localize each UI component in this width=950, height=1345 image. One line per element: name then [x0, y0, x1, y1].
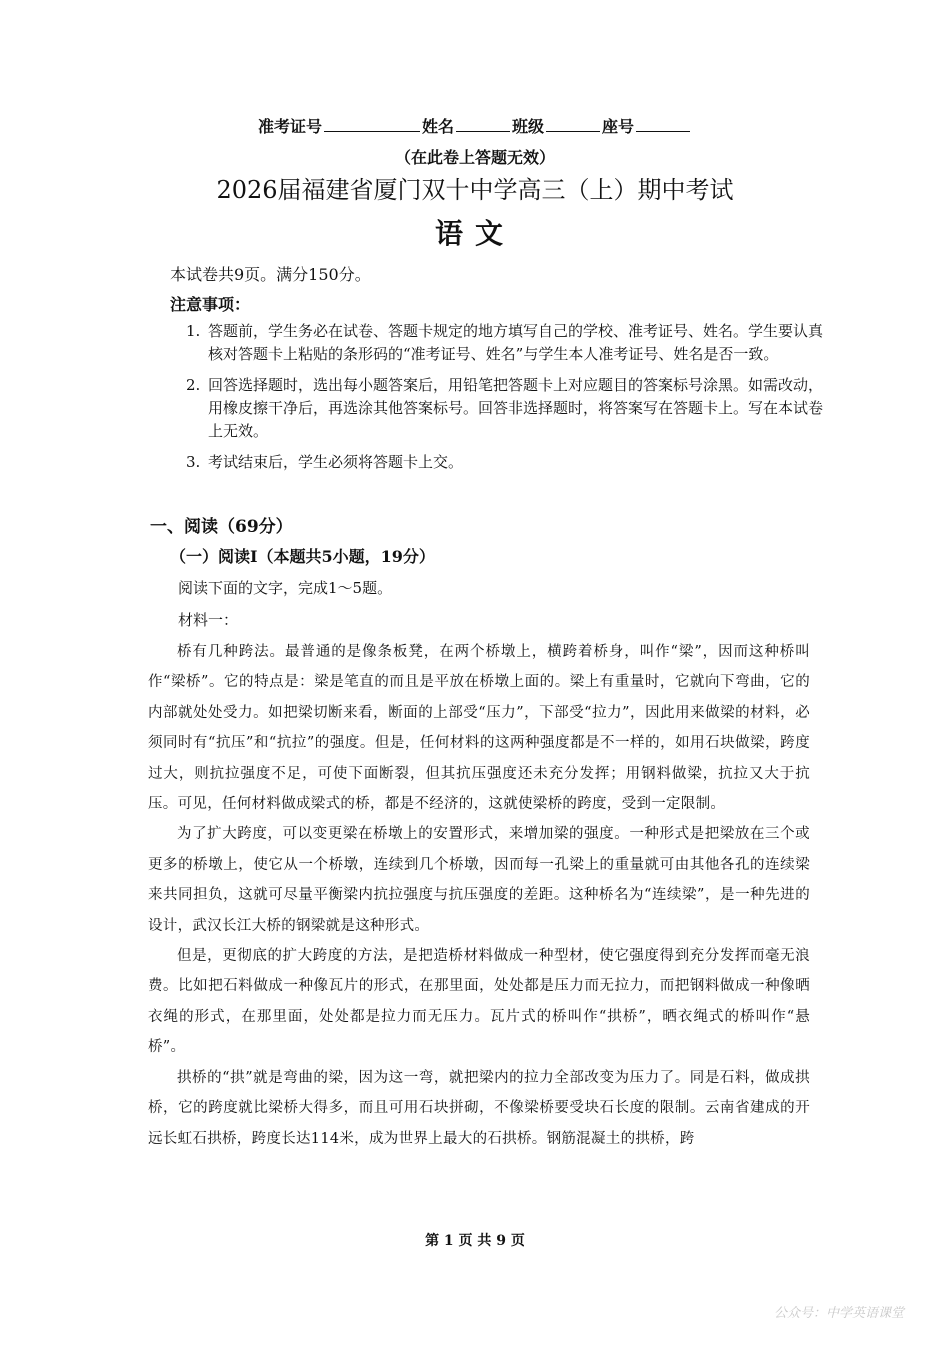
subject-title: 语文: [434, 217, 515, 250]
passage-paragraph: 为了扩大跨度，可以变更梁在桥墩上的安置形式，来增加梁的强度。一种形式是把梁放在三个或更多的桥墩上，使它从一个桥墩，连续到几个桥墩，因而每一孔梁上的重量就可由其他各孔的连续梁来共同担负，这就可尽量平衡梁内抗拉强度与抗压强度的差距。这种桥名为“连续梁”，是一种先进的设计，武汉长江大桥的钢梁就是这种形式。: [148, 826, 810, 934]
notice-item: [186, 374, 826, 443]
passage-paragraph: 拱桥的“拱”就是弯曲的梁，因为这一弯，就把梁内的拉力全部改变为压力了。同是石料，做成拱桥，它的跨度就比梁桥大得多，而且可用石块拼砌，不像梁桥要受块石长度的限制。云南省建成的开远长虹石拱桥，跨度长达114米，成为世界上最大的石拱桥。钢筋混凝土的拱桥，跨: [148, 1069, 810, 1147]
seat-blank[interactable]: [636, 117, 690, 132]
notice-list: [186, 320, 826, 482]
passage-paragraph: 但是，更彻底的扩大跨度的方法，是把造桥材料做成一种型材，使它强度得到充分发挥而毫无浪费。比如把石料做成一种像瓦片的形式，在那里面，处处都是压力而无拉力，而把钢料做成一种像晒衣绳的形式，在那里面，处处都是拉力而无压力。瓦片式的桥叫作“拱桥”，晒衣绳式的桥叫作“悬桥”。: [148, 948, 810, 1056]
name-label: 姓名: [421, 117, 454, 136]
class-label: 班级: [512, 117, 545, 136]
candidate-info-line: [0, 114, 950, 137]
reading-passage: [148, 637, 810, 1154]
exam-id-label: 准考证号: [257, 117, 322, 136]
invalid-answer-note: （在此卷上答题无效）: [394, 148, 555, 167]
passage-paragraph: 桥有几种跨法。最普通的是像条板凳，在两个桥墩上，横跨着桥身，叫作“梁”，因而这种桥叫作“梁桥”。它的特点是：梁是笔直的而且是平放在桥墩上面的。梁上有重量时，它就向下弯曲，它的内部就处处受力。如把梁切断来看，断面的上部受“压力”，下部受“拉力”，因此用来做梁的材料，必须同时有“抗压”和“抗拉”的强度。但是，任何材料的这两种强度都是不一样的，如用石块做梁，跨度过大，则抗拉强度不足，可使下面断裂，但其抗压强度还未充分发挥；用钢料做梁，抗拉又大于抗压。可见，任何材料做成梁式的桥，都是不经济的，这就使梁桥的跨度，受到一定限制。: [148, 644, 810, 813]
material-label: 材料一：: [178, 611, 239, 629]
notice-number: 3.: [186, 453, 201, 471]
page-number: 第 1 页 共 9 页: [425, 1233, 525, 1249]
class-blank[interactable]: [546, 117, 600, 132]
name-blank[interactable]: [456, 117, 510, 132]
notice-text: 回答选择题时，选出每小题答案后，用铅笔把答题卡上对应题目的答案标号涂黑。如需改动，用橡皮擦干净后，再选涂其他答案标号。回答非选择题时，将答案写在答题卡上。写在本试卷上无效。: [208, 376, 824, 440]
section-heading: 一、阅读（69分）: [150, 517, 293, 537]
exam-id-blank[interactable]: [324, 117, 420, 132]
paper-info: 本试卷共9页。满分150分。: [170, 265, 371, 284]
seat-label: 座号: [602, 117, 635, 136]
notice-text: 考试结束后，学生必须将答题卡上交。: [208, 453, 464, 471]
reading-instruction: 阅读下面的文字，完成1～5题。: [178, 579, 393, 597]
watermark: 公众号：中学英语课堂: [773, 1306, 904, 1321]
notice-heading: 注意事项：: [170, 295, 251, 314]
notice-item: [186, 320, 826, 366]
notice-item: [186, 451, 826, 474]
notice-text: 答题前，学生务必在试卷、答题卡规定的地方填写自己的学校、准考证号、姓名。学生要认真核对答题卡上粘贴的条形码的“准考证号、姓名”与学生本人准考证号、姓名是否一致。: [208, 322, 824, 363]
exam-title: 2026届福建省厦门双十中学高三（上）期中考试: [216, 176, 734, 204]
notice-number: 1.: [186, 322, 201, 340]
subsection-heading: （一）阅读Ⅰ（本题共5小题，19分）: [170, 547, 435, 566]
notice-number: 2.: [186, 376, 201, 394]
